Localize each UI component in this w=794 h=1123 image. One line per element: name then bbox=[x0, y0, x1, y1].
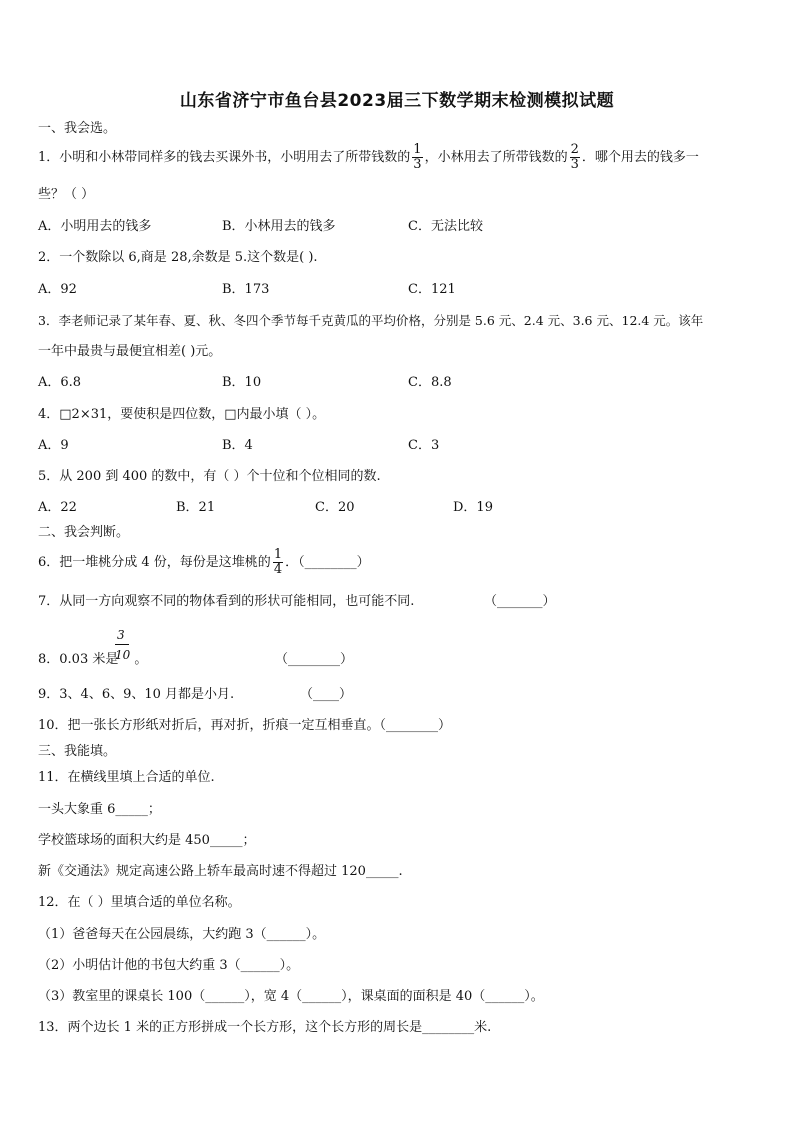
question-1-text-b: ，小林用去了所带钱数的 bbox=[424, 150, 568, 165]
q3-option-c[interactable]: C．8.8 bbox=[408, 375, 452, 390]
question-8-text bbox=[38, 651, 147, 669]
fraction-numerator: 2 bbox=[570, 142, 579, 157]
q3-option-b[interactable]: B．10 bbox=[222, 375, 262, 390]
question-11-item-3[interactable]: 新《交通法》规定高速公路上轿车最高时速不得超过 120_____. bbox=[38, 864, 403, 879]
question-9-text: 9．3、4、6、9、10 月都是小月. bbox=[38, 687, 235, 702]
question-1-text-a: 1．小明和小林带同样多的钱去买课外书，小明用去了所带钱数的 bbox=[38, 150, 411, 165]
section-heading-choice: 一、我会选。 bbox=[38, 121, 117, 136]
question-12-item-1[interactable]: （1）爸爸每天在公园晨练，大约跑 3（______）。 bbox=[38, 927, 326, 942]
q1-option-c[interactable]: C．无法比较 bbox=[408, 219, 483, 234]
question-11-item-1[interactable]: 一头大象重 6_____； bbox=[38, 802, 161, 817]
question-13-text[interactable]: 13．两个边长 1 米的正方形拼成一个长方形，这个长方形的周长是________米. bbox=[38, 1020, 492, 1035]
fraction-numerator: 1 bbox=[413, 142, 422, 157]
q1-option-a[interactable]: A．小明用去的钱多 bbox=[38, 219, 152, 234]
q2-option-a[interactable]: A．92 bbox=[38, 282, 77, 297]
q3-option-a[interactable]: A．6.8 bbox=[38, 375, 82, 390]
question-7-blank[interactable]: （_______） bbox=[484, 594, 556, 609]
question-1-line-1 bbox=[38, 140, 699, 176]
question-3-line-2: 一年中最贵与最便宜相差( )元。 bbox=[38, 344, 222, 359]
question-11-text: 11．在横线里填上合适的单位. bbox=[38, 770, 215, 785]
fraction-one-quarter bbox=[273, 548, 283, 577]
question-2-text: 2．一个数除以 6,商是 28,余数是 5.这个数是( ). bbox=[38, 250, 318, 265]
question-12-item-2[interactable]: （2）小明估计他的书包大约重 3（______）。 bbox=[38, 958, 300, 973]
q4-option-a[interactable]: A．9 bbox=[38, 438, 69, 453]
fraction-denominator: 4 bbox=[273, 562, 283, 577]
fraction-bar bbox=[115, 644, 129, 645]
section-heading-judge: 二、我会判断。 bbox=[38, 525, 130, 540]
fraction-denominator: 10 bbox=[115, 648, 131, 662]
q5-option-a[interactable]: A．22 bbox=[38, 500, 77, 515]
question-3-line-1: 3．李老师记录了某年春、夏、秋、冬四个季节每千克黄瓜的平均价格，分别是 5.6 元、2.4 元、3.6 元、12.4 元。该年 bbox=[38, 313, 704, 328]
fraction-one-third bbox=[412, 143, 422, 172]
question-1-line-2: 些？（ ） bbox=[38, 187, 95, 202]
question-10-text: 10．把一张长方形纸对折后，再对折，折痕一定互相垂直。（________） bbox=[38, 718, 452, 733]
question-6-blank[interactable]: ．（________） bbox=[285, 555, 370, 570]
q2-option-c[interactable]: C．121 bbox=[408, 282, 456, 297]
question-1-text-c: ．哪个用去的钱多一 bbox=[581, 150, 699, 165]
question-11-item-2[interactable]: 学校篮球场的面积大约是 450_____； bbox=[38, 833, 256, 848]
section-heading-fill: 三、我能填。 bbox=[38, 744, 117, 759]
question-8-after: 。 bbox=[134, 652, 148, 667]
q5-option-b[interactable]: B．21 bbox=[176, 500, 216, 515]
fraction-denominator: 3 bbox=[570, 157, 579, 172]
question-12-item-3[interactable]: （3）教室里的课桌长 100（______），宽 4（______），课桌面的面积是 40（______）。 bbox=[38, 989, 544, 1004]
fraction-denominator: 3 bbox=[413, 157, 422, 172]
q4-option-c[interactable]: C．3 bbox=[408, 438, 440, 453]
q5-option-d[interactable]: D．19 bbox=[453, 500, 493, 515]
fraction-two-thirds bbox=[570, 143, 580, 172]
question-6-line bbox=[38, 545, 370, 581]
question-5-text: 5．从 200 到 400 的数中，有（ ）个十位和个位相同的数. bbox=[38, 469, 381, 484]
question-12-text: 12．在（ ）里填合适的单位名称。 bbox=[38, 895, 241, 910]
question-4-text: 4．□2×31，要使积是四位数，□内最小填（ ）。 bbox=[38, 407, 326, 422]
fraction-numerator: 3 bbox=[117, 628, 125, 642]
q2-option-b[interactable]: B．173 bbox=[222, 282, 270, 297]
page-title: 山东省济宁市鱼台县2023届三下数学期末检测模拟试题 bbox=[179, 91, 615, 111]
question-9-blank[interactable]: （____） bbox=[300, 687, 353, 702]
q1-option-b[interactable]: B．小林用去的钱多 bbox=[222, 219, 336, 234]
q4-option-b[interactable]: B．4 bbox=[222, 438, 253, 453]
q5-option-c[interactable]: C．20 bbox=[315, 500, 355, 515]
question-7-text: 7．从同一方向观察不同的物体看到的形状可能相同，也可能不同. bbox=[38, 594, 415, 609]
question-6-text-a: 6．把一堆桃分成 4 份，每份是这堆桃的 bbox=[38, 555, 271, 570]
question-8-blank[interactable]: （________） bbox=[275, 652, 354, 667]
question-8-text-a: 8．0.03 米是 bbox=[38, 652, 119, 667]
fraction-numerator: 1 bbox=[273, 547, 283, 562]
